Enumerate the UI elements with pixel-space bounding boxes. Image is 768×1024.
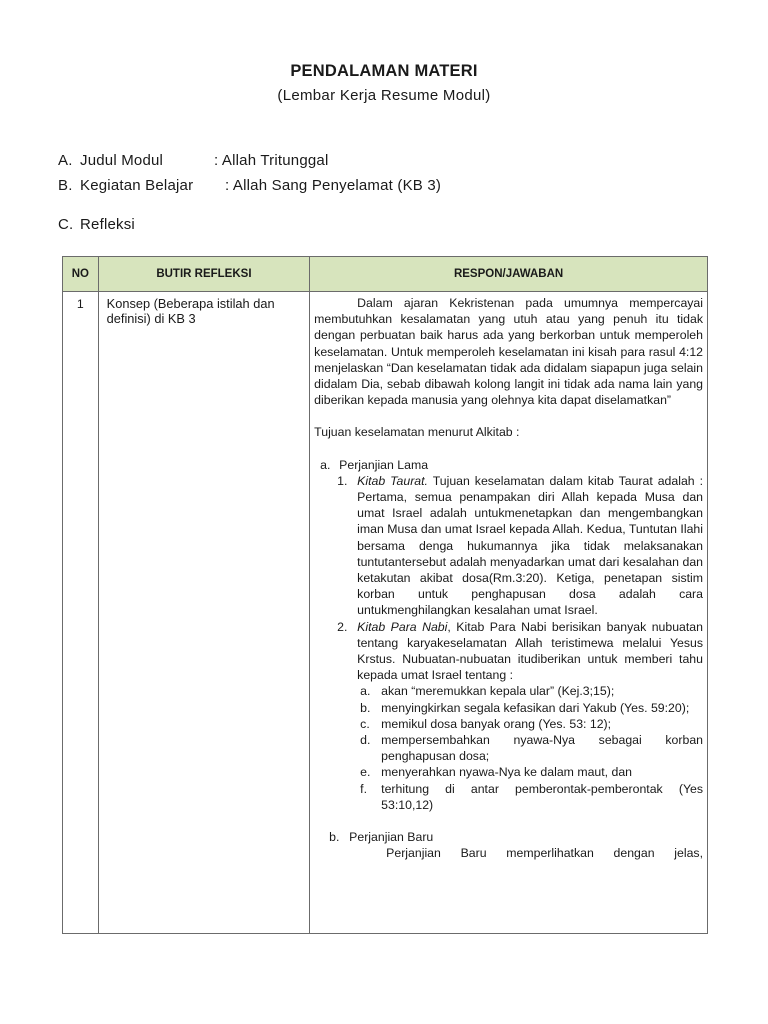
row-butir: Konsep (Beberapa istilah dan definisi) di KB 3 [98,292,310,934]
header-no: NO [63,257,99,292]
meta-label: Kegiatan Belajar [80,177,194,194]
meta-value: : Allah Tritunggal [214,152,329,169]
meta-value: : Allah Sang Penyelamat (KB 3) [225,177,442,194]
list-marker: a. [360,684,371,699]
item-title: Kitab Para Nabi [357,619,448,634]
row-number: 1 [63,292,99,934]
meta-label: Refleksi [80,216,135,233]
item-text: , Kitab Para Nabi berisikan banyak nubuatan tentang karyakeselamatan Allah teristimewa melalui Yesus Krstus. Nubuatan-nubuatan itudiberikan untuk memberi tahu kepada umat Israel tentang : [357,619,703,683]
meta-kegiatan-belajar [58,177,441,194]
list-marker: e. [360,765,371,780]
list-marker: a. [320,457,331,472]
list-item [314,683,703,699]
list-marker: c. [360,716,370,731]
list-item [314,700,703,716]
row-response [310,292,708,934]
header-respon-jawaban: RESPON/JAWABAN [310,257,708,292]
list-item-kitab-para-nabi [314,619,703,684]
list-item-text: mempersembahkan nyawa-Nya sebagai korban penghapusan dosa; [381,733,703,764]
list-item-text: memikul dosa banyak orang (Yes. 53: 12); [381,716,612,731]
list-item [314,716,703,732]
meta-label: Judul Modul [80,152,164,169]
table-header-row [63,257,708,292]
list-item [314,732,703,764]
header-butir-refleksi: BUTIR REFLEKSI [98,257,310,292]
reflection-table [62,256,708,934]
section-b-text: Perjanjian Baru memperlihatkan dengan jelas, [386,846,703,861]
page-subtitle: (Lembar Kerja Resume Modul) [277,87,491,104]
list-marker: b. [329,830,340,845]
meta-marker: A. [58,152,73,169]
section-title: Perjanjian Baru [349,830,434,845]
item-text: Tujuan keselamatan dalam kitab Taurat adalah : Pertama, semua penampakan diri Allah kepada Musa dan umat Israel adalah untukmenetapkan dan mengembangkan iman Musa dan umat Israel kepada Allah. Kedua, Tuntutan Ilahi bersama denga hukumannya jika tidak melaksanakan tuntutantersebut adalah menyadarkan umat dari kesalahan dan ketakutan akibat dosa(Rm.3:20). Ketiga, penetapan sistim korban untuk penghapusan dosa adalah cara untukmenghilangkan kesalahan umat Israel. [357,473,703,618]
list-item-text: akan “meremukkan kepala ular” (Kej.3;15); [381,684,615,699]
list-marker: 2. [337,619,348,634]
section-perjanjian-lama [314,457,703,473]
page-title: PENDALAMAN MATERI [290,62,478,80]
item-title: Kitab Taurat. [357,473,428,488]
list-item-text: terhitung di antar pemberontak-pemberontak (Yes 53:10,12) [381,781,703,812]
list-marker: d. [360,733,371,748]
meta-refleksi [58,216,135,233]
list-item [314,781,703,813]
list-item-kitab-taurat [314,473,703,619]
meta-judul-modul [58,152,329,169]
meta-marker: B. [58,177,73,194]
response-intro: Dalam ajaran Kekristenan pada umumnya mempercayai membutuhkan kesalamatan yang utuh atau yang penuh itu tidak dengan perbuatan baik harus ada yang berkorban untuk memperoleh keselamatan. Untuk memperoleh keselamatan ini kisah para rasul 4:12 menjelaskan “Dan keselamatan tidak ada didalam siapapun juga selain didalam Dia, sebab dibawah kolong langit ini tidak ada nama lain yang diberikan kepada manusia yang olehnya kita dapat diselamatkan” [314,296,703,408]
list-item-text: menyerahkan nyawa-Nya ke dalam maut, dan [381,765,633,780]
list-marker: b. [360,700,371,715]
response-tujuan: Tujuan keselamatan menurut Alkitab : [314,425,520,440]
meta-marker: C. [58,216,74,233]
section-title: Perjanjian Lama [339,457,429,472]
list-marker: 1. [337,473,348,488]
list-item [314,764,703,780]
list-item-text: menyingkirkan segala kefasikan dari Yakub (Yes. 59:20); [381,700,690,715]
table-row [63,292,708,934]
list-marker: f. [360,781,368,796]
section-perjanjian-baru [314,829,703,845]
